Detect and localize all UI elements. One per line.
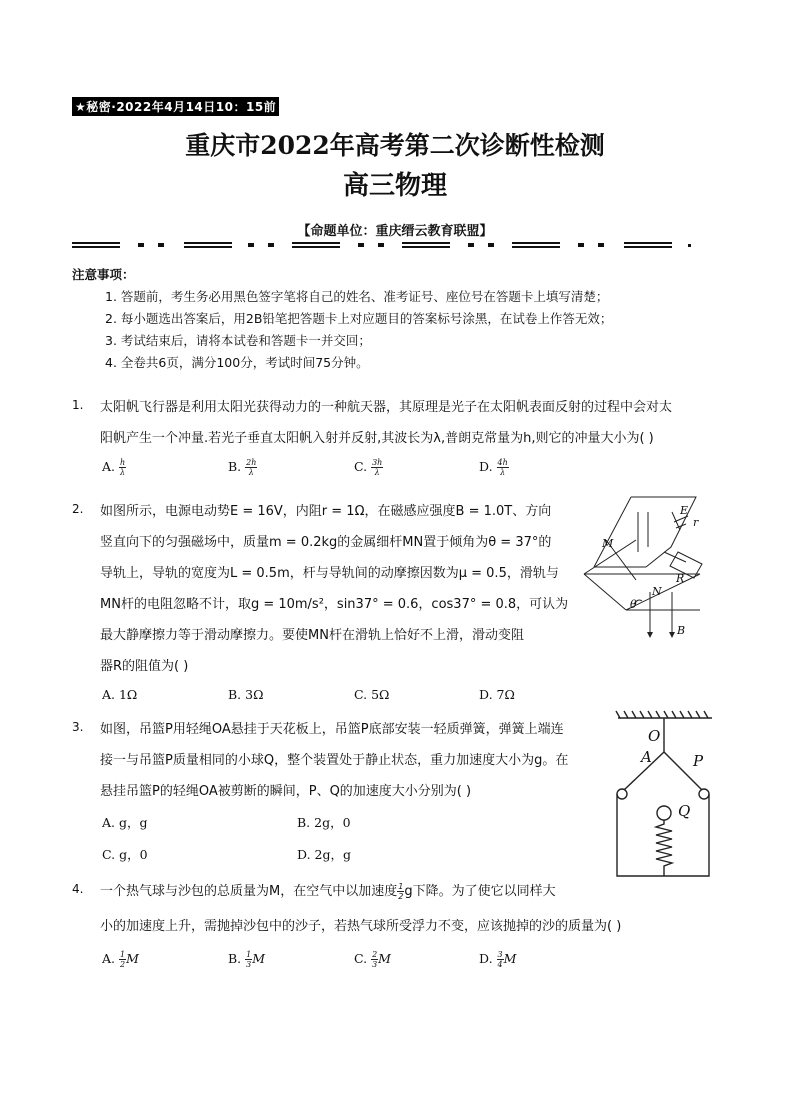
fraction: $\frac{2}{3}$ (372, 950, 378, 969)
question-text: 阳帆产生一个冲量.若光子垂直太阳帆入射并反射,其波长为λ,普朗克常量为h,则它的冲量大小为( ) (100, 431, 654, 446)
question-text: 太阳帆飞行器是利用太阳光获得动力的一种航天器，其原理是光子在太阳帆表面反射的过程中会对太 (100, 400, 673, 415)
option-b[interactable] (228, 950, 265, 969)
fraction: $\frac{2h}{\lambda}$ (246, 458, 257, 477)
label-O: O (648, 727, 661, 745)
label-A: A (641, 748, 652, 766)
fraction: $\frac{3}{4}$ (497, 950, 503, 969)
question-text: 导轨上，导轨的宽度为L = 0.5m，杆与导轨间的动摩擦因数为μ = 0.5，滑轨与 (100, 566, 559, 581)
option-label: B. (228, 459, 242, 474)
option-label: D. (479, 459, 493, 474)
label-r: r (693, 516, 699, 529)
question-text-part: g下降。为了使它以同样大 (404, 884, 556, 899)
fraction: $\frac{h}{\lambda}$ (120, 458, 126, 477)
fraction: $\frac{1}{2}$ (120, 950, 126, 969)
question-text: 竖直向下的匀强磁场中，质量m = 0.2kg的金属细杆MN置于倾角为θ = 37°的 (100, 535, 552, 550)
label-theta: θ (630, 598, 637, 611)
fraction: $\frac{4h}{\lambda}$ (497, 458, 508, 477)
option-a[interactable] (102, 950, 139, 969)
note-item: 4. 全卷共6页，满分100分，考试时间75分钟。 (105, 355, 369, 370)
subject-title: 高三物理 (342, 171, 447, 201)
option-c[interactable]: C. 5Ω (354, 687, 390, 702)
option-a[interactable]: A. 1Ω (102, 687, 138, 702)
fraction: $\frac{1}{3}$ (246, 950, 252, 969)
option-label: A. (102, 951, 116, 966)
incline-rail-figure (576, 492, 716, 642)
fraction: $\frac{1}{2}$ (398, 882, 404, 901)
label-B: B (677, 624, 686, 637)
option-a[interactable] (102, 458, 126, 477)
question-text: 小的加速度上升，需抛掉沙包中的沙子，若热气球所受浮力不变，应该抛掉的沙的质量为( ) (100, 919, 622, 934)
question-number: 2. (72, 502, 84, 516)
notes-title: 注意事项： (72, 267, 135, 282)
label-N: N (652, 585, 662, 598)
option-label: C. (354, 951, 368, 966)
option-tail: M (503, 951, 517, 966)
option-label: D. (479, 951, 493, 966)
option-b[interactable] (228, 458, 257, 477)
note-item: 2. 每小题选出答案后，用2B铅笔把答题卡上对应题目的答案标号涂黑，在试卷上作答无效； (105, 311, 613, 326)
basket-spring-figure (600, 710, 720, 880)
option-c[interactable]: C. g，0 (102, 847, 148, 862)
question-text: 悬挂吊篮P的轻绳OA被剪断的瞬间，P、Q的加速度大小分别为( ) (100, 784, 472, 799)
option-label: C. (354, 459, 368, 474)
question-number: 4. (72, 882, 84, 896)
question-text: MN杆的电阻忽略不计，取g = 10m/s²，sin37° = 0.6，cos37° = 0.8，可认为 (100, 597, 569, 612)
label-Q: Q (678, 802, 691, 820)
question-text: 最大静摩擦力等于滑动摩擦力。要使MN杆在滑轨上恰好不上滑，滑动变阻 (100, 628, 524, 643)
question-text: 如图所示，电源电动势E = 16V，内阻r = 1Ω，在磁感应强度B = 1.0T、方向 (100, 504, 552, 519)
note-item: 3. 考试结束后，请将本试卷和答题卡一并交回； (105, 333, 371, 348)
note-item: 1. 答题前，考生务必用黑色签字笔将自己的姓名、准考证号、座位号在答题卡上填写清楚； (105, 289, 609, 304)
option-c[interactable] (354, 950, 391, 969)
option-label: A. (102, 459, 116, 474)
option-c[interactable] (354, 458, 383, 477)
confidential-tag: ★秘密·2022年4月14日10：15前 (72, 97, 279, 116)
option-a[interactable]: A. g，g (102, 815, 148, 830)
fraction: $\frac{3h}{\lambda}$ (372, 458, 383, 477)
option-d[interactable] (479, 950, 516, 969)
question-number: 3. (72, 720, 84, 734)
option-label: B. (228, 951, 242, 966)
decorative-divider (72, 241, 712, 249)
question-text (100, 880, 556, 901)
question-text: 接一与吊篮P质量相同的小球Q，整个装置处于静止状态，重力加速度大小为g。在 (100, 753, 569, 768)
label-R: R (676, 572, 685, 585)
option-b[interactable]: B. 3Ω (228, 687, 264, 702)
exam-title: 重庆市2022年高考第二次诊断性检测 (185, 131, 605, 160)
option-d[interactable]: D. 7Ω (479, 687, 515, 702)
option-tail: M (378, 951, 391, 966)
option-tail: M (252, 951, 266, 966)
option-d[interactable] (479, 458, 509, 477)
option-d[interactable]: D. 2g，g (297, 847, 351, 862)
label-P: P (693, 752, 704, 770)
question-text: 器R的阻值为( ) (100, 659, 189, 674)
option-tail: M (126, 951, 139, 966)
exam-unit: 【命题单位：重庆缙云教育联盟】 (297, 224, 493, 239)
question-number: 1. (72, 398, 84, 412)
question-text: 如图，吊篮P用轻绳OA悬挂于天花板上，吊篮P底部安装一轻质弹簧，弹簧上端连 (100, 722, 564, 737)
question-text-part: 一个热气球与沙包的总质量为M，在空气中以加速度 (100, 884, 398, 899)
label-M: M (602, 537, 614, 550)
option-b[interactable]: B. 2g，0 (297, 815, 351, 830)
label-E: E (680, 504, 689, 517)
